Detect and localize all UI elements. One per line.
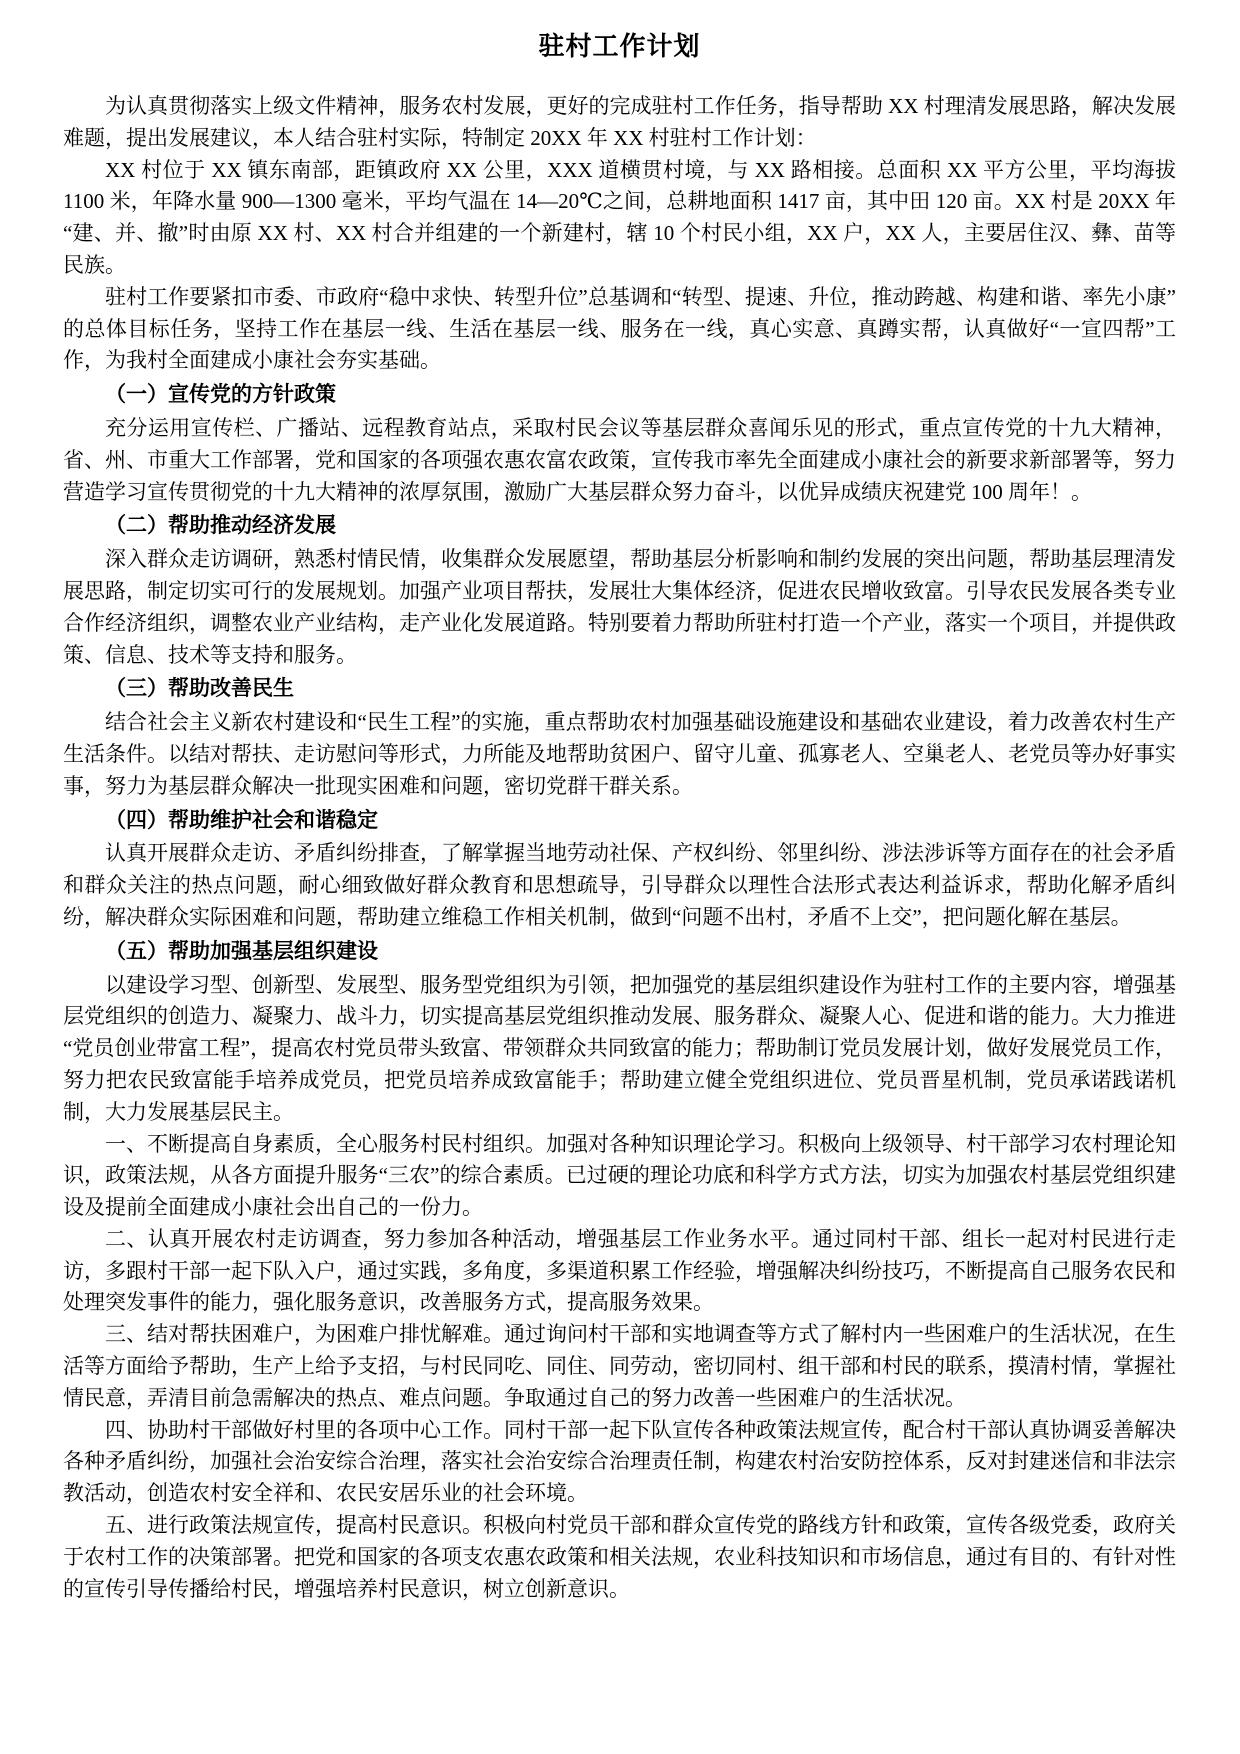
work-principle-paragraph: 驻村工作要紧扣市委、市政府“稳中求快、转型升位”总基调和“转型、提速、升位，推动跨越、构建和谐、率先小康”的总体目标任务，坚持工作在基层一线、生活在基层一线、服务在一线，真心实意、真蹲实帮，认真做好“一宣四帮”工作，为我村全面建成小康社会夯实基础。: [63, 284, 1176, 373]
numbered-item-5-paragraph: 五、进行政策法规宣传，提高村民意识。积极向村党员干部和群众宣传党的路线方针和政策，宣传各级党委，政府关于农村工作的决策部署。把党和国家的各项支农惠农政策和相关法规，农业科技知识和市场信息，通过有目的、有针对性的宣传引导传播给村民，增强培养村民意识，树立创新意识。: [63, 1513, 1176, 1601]
section-3-heading: （三）帮助改善民生: [105, 677, 294, 701]
numbered-item-1-paragraph: 一、不断提高自身素质，全心服务村民村组织。加强对各种知识理论学习。积极向上级领导、村干部学习农村理论知识，政策法规，从各方面提升服务“三农”的综合素质。已过硬的理论功底和科学方式方法，切实为加强农村基层党组织建设及提前全面建成小康社会出自己的一份力。: [63, 1131, 1176, 1220]
section-5-heading: （五）帮助加强基层组织建设: [105, 939, 378, 963]
numbered-item-3-paragraph: 三、结对帮扶困难户，为困难户排忧解难。通过询问村干部和实地调查等方式了解村内一些困难户的生活状况，在生活等方面给予帮助，生产上给予支招，与村民同吃、同住、同劳动，密切同村、组干部和村民的联系，摸清村情，掌握社情民意，弄清目前急需解决的热点、难点问题。争取通过自己的努力改善一些困难户的生活状况。: [63, 1322, 1176, 1410]
section-2-paragraph: 深入群众走访调研，熟悉村情民情，收集群众发展愿望，帮助基层分析影响和制约发展的突出问题，帮助基层理清发展思路，制定切实可行的发展规划。加强产业项目帮扶，发展壮大集体经济，促进农民增收致富。引导农民发展各类专业合作经济组织，调整农业产业结构，走产业化发展道路。特别要着力帮助所驻村打造一个产业，落实一个项目，并提供政策、信息、技术等支持和服务。: [63, 547, 1176, 667]
section-4-paragraph: 认真开展群众走访、矛盾纠纷排查，了解掌握当地劳动社保、产权纠纷、邻里纠纷、涉法涉诉等方面存在的社会矛盾和群众关注的热点问题，耐心细致做好群众教育和思想疏导，引导群众以理性合法形式表达利益诉求，帮助化解矛盾纠纷，解决群众实际困难和问题，帮助建立维稳工作相关机制，做到“问题不出村，矛盾不上交”，把问题化解在基层。: [63, 841, 1176, 929]
section-1-heading: （一）宣传党的方针政策: [105, 383, 336, 407]
section-3-paragraph: 结合社会主义新农村建设和“民生工程”的实施，重点帮助农村加强基础设施建设和基础农业建设，着力改善农村生产生活条件。以结对帮扶、走访慰问等形式，力所能及地帮助贫困户、留守儿童、孤寡老人、空巢老人、老党员等办好事实事，努力为基层群众解决一批现实困难和问题，密切党群干群关系。: [63, 710, 1176, 798]
section-2-heading: （二）帮助推动经济发展: [105, 514, 336, 538]
numbered-item-2-paragraph: 二、认真开展农村走访调查，努力参加各种活动，增强基层工作业务水平。通过同村干部、组长一起对村民进行走访，多跟村干部一起下队入户，通过实践，多角度，多渠道积累工作经验，增强解决纠纷技巧，不断提高自己服务农民和处理突发事件的能力，强化服务意识，改善服务方式，提高服务效果。: [63, 1226, 1176, 1315]
section-1-paragraph: 充分运用宣传栏、广播站、远程教育站点，采取村民会议等基层群众喜闻乐见的形式，重点宣传党的十九大精神，省、州、市重大工作部署，党和国家的各项强农惠农富农政策，宣传我市率先全面建成小康社会的新要求新部署等，努力营造学习宣传贯彻党的十九大精神的浓厚氛围，激励广大基层群众努力奋斗，以优异成绩庆祝建党 100 周年！。: [63, 415, 1176, 504]
section-5-paragraph: 以建设学习型、创新型、发展型、服务型党组织为引领，把加强党的基层组织建设作为驻村工作的主要内容，增强基层党组织的创造力、凝聚力、战斗力，切实提高基层党组织推动发展、服务群众、凝聚人心、促进和谐的能力。大力推进“党员创业带富工程”，提高农村党员带头致富、带领群众共同致富的能力；帮助制订党员发展计划，做好发展党员工作，努力把农民致富能手培养成党员，把党员培养成致富能手；帮助建立健全党组织进位、党员晋星机制，党员承诺践诺机制，大力发展基层民主。: [63, 972, 1176, 1124]
intro-paragraph: 为认真贯彻落实上级文件精神，服务农村发展，更好的完成驻村工作任务，指导帮助 XX 村理清发展思路，解决发展难题，提出发展建议，本人结合驻村实际，特制定 20XX 年 XX 村驻村工作计划：: [63, 94, 1176, 150]
section-4-heading: （四）帮助维护社会和谐稳定: [105, 808, 378, 832]
document-title: 驻村工作计划: [538, 32, 701, 61]
village-overview-paragraph: XX 村位于 XX 镇东南部，距镇政府 XX 公里，XXX 道横贯村境，与 XX 路相接。总面积 XX 平方公里，平均海拔 1100 米，年降水量 900—1300 毫米，平均气温在 14—20℃之间，总耕地面积 1417 亩，其中田 120 亩。XX 村是 20XX 年“建、并、撤”时由原 XX 村、XX 村合并组建的一个新建村，辖 10 个村民小组，XX 户，XX 人，主要居住汉、彝、苗等民族。: [63, 157, 1176, 277]
numbered-item-4-paragraph: 四、协助村干部做好村里的各项中心工作。同村干部一起下队宣传各种政策法规宣传，配合村干部认真协调妥善解决各种矛盾纠纷，加强社会治安综合治理，落实社会治安综合治理责任制，构建农村治安防控体系，反对封建迷信和非法宗教活动，创造农村安全祥和、农民安居乐业的社会环境。: [63, 1417, 1176, 1506]
